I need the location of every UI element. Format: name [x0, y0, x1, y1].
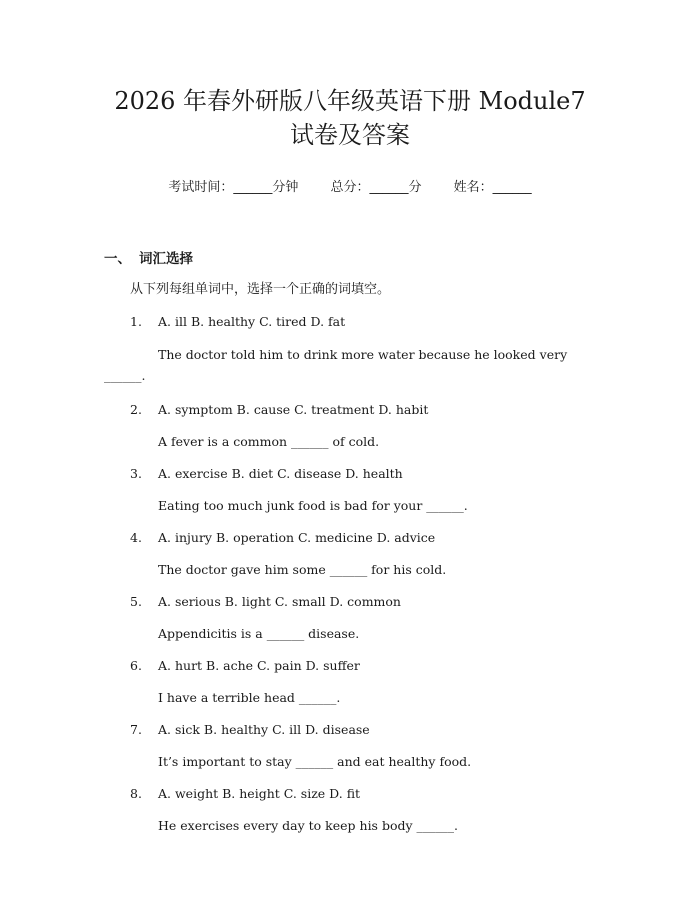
options-text: A. ill B. healthy C. tired D. fat: [158, 314, 346, 329]
question-number: 7.: [130, 722, 142, 737]
exam-time-field: 考试时间：______分钟: [168, 180, 299, 195]
options-text: A. injury B. operation C. medicine D. advice: [158, 530, 436, 545]
section-title: 词汇选择: [139, 251, 193, 267]
question-sentence: A fever is a common ______ of cold.: [158, 434, 380, 449]
question-item: [104, 528, 596, 580]
question-number: 2.: [130, 402, 142, 417]
question-options: [104, 464, 596, 484]
question-item: [104, 464, 596, 516]
total-score-field: 总分：______分: [330, 180, 422, 195]
section-number: 一、: [104, 251, 131, 267]
question-item: [104, 656, 596, 708]
options-text: A. symptom B. cause C. treatment D. habit: [158, 402, 429, 417]
question-item: [104, 592, 596, 644]
question-sentence: I have a terrible head ______.: [158, 690, 341, 705]
section-heading: [104, 249, 596, 269]
question-options: [104, 400, 596, 420]
question-item: [104, 720, 596, 772]
question-number: 6.: [130, 658, 142, 673]
question-sentence: The doctor gave him some ______ for his cold.: [158, 562, 447, 577]
question-sentence: The doctor told him to drink more water because he looked very ______.: [104, 347, 568, 383]
exam-info: [104, 179, 596, 197]
question-options: [104, 720, 596, 740]
options-text: A. serious B. light C. small D. common: [158, 594, 401, 609]
options-text: A. exercise B. diet C. disease D. health: [158, 466, 403, 481]
question-item: [104, 312, 596, 386]
question-options: [104, 592, 596, 612]
question-number: 3.: [130, 466, 142, 481]
options-text: A. weight B. height C. size D. fit: [158, 786, 361, 801]
question-options: [104, 784, 596, 804]
page-title: 2026 年春外研版八年级英语下册 Module7 试卷及答案: [114, 87, 586, 149]
student-name-field: 姓名：______: [453, 180, 532, 195]
options-text: A. hurt B. ache C. pain D. suffer: [158, 658, 360, 673]
question-options: [104, 312, 596, 332]
question-item: [104, 784, 596, 836]
options-text: A. sick B. healthy C. ill D. disease: [158, 722, 370, 737]
question-sentence: It’s important to stay ______ and eat healthy food.: [158, 754, 472, 769]
question-number: 8.: [130, 786, 142, 801]
question-options: [104, 528, 596, 548]
question-number: 1.: [130, 314, 142, 329]
question-number: 4.: [130, 530, 142, 545]
question-sentence: Appendicitis is a ______ disease.: [158, 626, 360, 641]
question-options: [104, 656, 596, 676]
question-item: [104, 400, 596, 452]
question-sentence: Eating too much junk food is bad for your ______.: [158, 498, 468, 513]
section-instruction: 从下列每组单词中，选择一个正确的词填空。: [130, 282, 391, 297]
question-sentence: He exercises every day to keep his body ______.: [158, 818, 458, 833]
question-number: 5.: [130, 594, 142, 609]
